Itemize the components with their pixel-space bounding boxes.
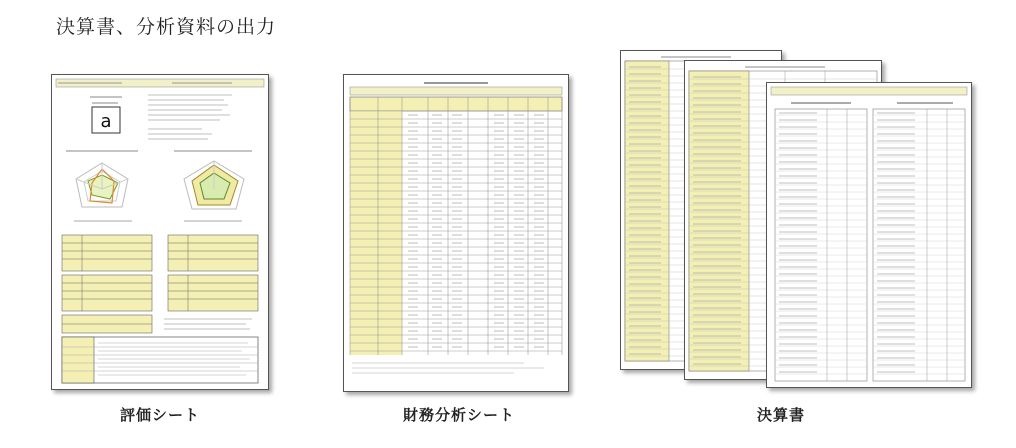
analysis-table <box>350 97 562 355</box>
evaluation-sheet-graphic <box>52 75 268 389</box>
evaluation-sheet-thumbnail <box>51 74 269 390</box>
financial-analysis-sheet-thumbnail <box>343 74 569 392</box>
evaluation-sheet-caption: 評価シート <box>119 406 200 424</box>
radar-chart-right <box>184 161 244 209</box>
radar-chart-left <box>76 163 128 207</box>
financial-analysis-graphic <box>344 75 568 391</box>
page-title: 決算書、分析資料の出力 <box>56 16 277 38</box>
statement-page-front <box>766 82 972 388</box>
financial-analysis-caption: 財務分析シート <box>402 406 515 424</box>
grade-letter: a <box>100 111 112 132</box>
financial-statements-caption: 決算書 <box>756 406 805 424</box>
